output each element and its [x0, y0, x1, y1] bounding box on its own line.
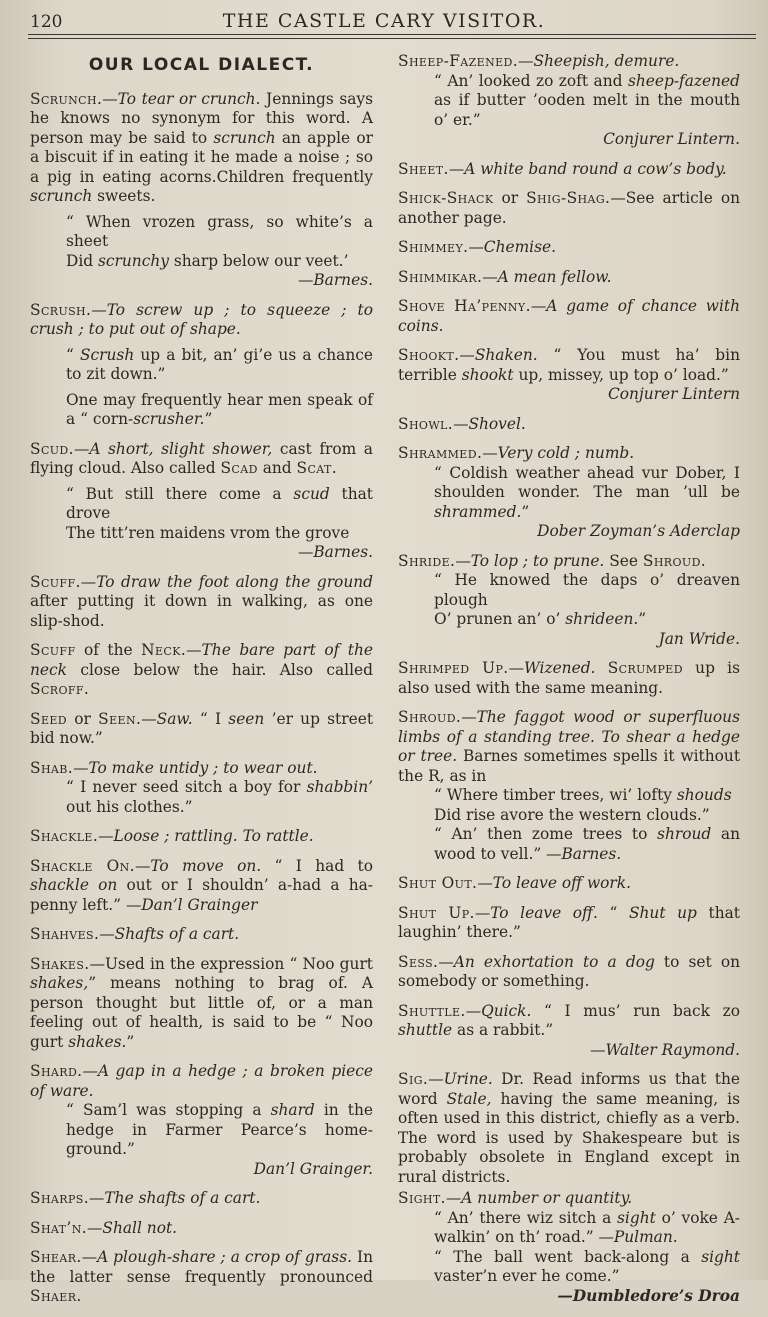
quote-line: “	[66, 345, 80, 364]
definition: —Shafts of a cart.	[99, 925, 240, 943]
entry-text: that laughin’ there.”	[398, 903, 740, 941]
quote-line: o’ voke A-walkin’ on th’ road.”	[434, 1208, 741, 1246]
headword: Shrimped Up.	[398, 659, 509, 677]
quote-line: as if butter ’ooden melt in the mouth o’ er.”	[434, 91, 740, 129]
entry-text: —Used in the expression “ Noo gurt	[89, 954, 373, 973]
quotation: The titt’ren maidens vrom the grove	[66, 523, 350, 542]
headword: Shakes.	[30, 954, 90, 973]
entry-scud	[30, 440, 373, 563]
entry-scuff	[30, 573, 373, 632]
definition: —To tear or crunch.	[102, 89, 261, 108]
headword: Shrammed.	[398, 444, 483, 462]
headword: Shove Ha’penny.	[398, 297, 531, 315]
entry-text: In the latter sense frequently pronounced	[30, 1248, 373, 1286]
headword: Neck.	[141, 641, 187, 659]
entry-text: up is also used with the same meaning.	[398, 659, 740, 697]
italic-word: sight	[701, 1247, 740, 1266]
italic-word: sheep-fazened	[627, 71, 740, 90]
entry-sheep-fazened	[398, 52, 740, 150]
definition: —To move on.	[134, 856, 262, 875]
quotation: “ He knowed the daps o’ dreaven plough	[434, 571, 740, 609]
definition: —Shaken.	[459, 346, 538, 364]
headword: Scrush.	[30, 300, 92, 319]
italic-word: shrideen.	[565, 610, 639, 628]
headword: Shackle.	[30, 827, 99, 845]
italic-word: shackle on	[30, 876, 118, 894]
entry-text: and	[257, 459, 297, 477]
headword: Shimmikar.	[398, 267, 483, 286]
headword: Scuff	[30, 641, 76, 659]
entry-text: out or I shouldn’ a-had a ha-penny left.”	[30, 876, 373, 914]
italic-word: shakes.	[68, 1032, 127, 1051]
entry-text: “ I mus’ run back zo	[531, 1001, 740, 1020]
quote-line: that drove	[66, 484, 373, 522]
definition: —Urine.	[428, 1070, 493, 1088]
italic-word: scrunch	[213, 128, 276, 147]
headword: Scuff.	[30, 572, 81, 591]
definition: —A gap in a hedge ; a broken piece of ware.	[30, 1062, 373, 1100]
entry-text: ’er up street bid now.”	[30, 709, 374, 747]
definition: —To make untidy ; to wear out.	[73, 758, 318, 777]
definition: —To draw the foot along the ground	[80, 572, 373, 591]
entry-showl	[398, 415, 740, 435]
quotation	[398, 786, 740, 806]
attribution: Conjurer Lintern.	[603, 130, 740, 148]
definition: —A short, slight shower,	[73, 439, 273, 458]
quotation: Did rise avore the western clouds.”	[434, 805, 710, 824]
entry-text: —See article on another page.	[398, 189, 740, 227]
headword: Sess.	[398, 952, 439, 971]
entry-sight	[398, 1189, 740, 1306]
entry-text: “ I had to	[261, 856, 373, 875]
entry-shick-shack	[398, 189, 740, 228]
entry-text: or	[67, 709, 99, 728]
attribution: Dober Zoyman’s Aderclap	[537, 522, 740, 540]
headword: Shahves.	[30, 925, 100, 943]
headword: Shaer.	[30, 1287, 82, 1305]
attribution: Dan’l Grainger.	[253, 1159, 373, 1178]
definition: —Loose ; rattling. To rattle.	[98, 827, 314, 845]
entry-text: ”	[126, 1032, 135, 1051]
entry-text: cast from a flying cloud. Also called	[30, 439, 373, 477]
entry-shookt	[398, 346, 740, 405]
attribution: —Barnes.	[297, 543, 373, 561]
italic-word: scrunch	[30, 187, 93, 205]
entry-text: Jennings says he knows no synonym for this word. A person may be said to	[30, 89, 374, 147]
entry-shahves	[30, 925, 373, 945]
entry-text: ”	[204, 410, 213, 428]
entry-text: or	[493, 189, 527, 207]
entry-text: Dr. Read informs us that the word	[398, 1070, 740, 1108]
entry-text: One may frequently hear men speak of a “ corn-	[66, 390, 373, 428]
definition: —The faggot wood or superfluous limbs of a standing tree. To shear a hedge or tree.	[398, 708, 740, 765]
entry-text: ” means nothing to brag of. A person thought but little of, or a man feeling out of health, is said to be “ Noo gurt	[30, 974, 373, 1051]
headword: Shride.	[398, 551, 456, 570]
right-column	[398, 52, 740, 1316]
headword: Sheet.	[398, 159, 449, 178]
left-column	[30, 52, 373, 1317]
entry-text: Barnes sometimes spells it without the R, as in	[398, 747, 741, 785]
entry-sig	[398, 1070, 740, 1187]
headword: Shat’n.	[30, 1218, 88, 1237]
quote-line: “ But still there come a	[66, 484, 294, 503]
quotation	[398, 72, 740, 131]
italic-word: scud	[293, 484, 330, 503]
quote-line: O’ prunen an’ o’	[434, 610, 566, 628]
quote-line: ”	[638, 610, 647, 628]
attribution: —Barnes.	[297, 271, 373, 289]
headword: Sig.	[398, 1070, 429, 1088]
italic-word: shookt	[461, 365, 514, 384]
quote-line: in the hedge in Farmer Pearce’s home-ground.”	[66, 1101, 374, 1158]
entry-text: sweets.	[92, 187, 156, 205]
entry-shear	[30, 1248, 373, 1307]
entry-scrush	[30, 301, 373, 430]
definition: —To lop ; to prune.	[455, 551, 605, 570]
entry-text: See	[604, 551, 643, 570]
entry-text: of the	[75, 641, 142, 659]
headword: Shroud.	[642, 551, 707, 570]
headword: Shimmey.	[398, 238, 469, 256]
definition: —A game of chance with coins.	[398, 297, 740, 335]
italic-word: shuttle	[398, 1021, 453, 1039]
headword: Shut Out.	[398, 874, 478, 892]
quotation	[30, 778, 373, 817]
entry-text: to set on somebody or something.	[398, 952, 740, 990]
headword: Shackle On.	[30, 856, 135, 875]
headword: Shab.	[30, 758, 74, 777]
italic-word: shrammed.	[434, 502, 522, 521]
headword: Scrunch.	[30, 89, 103, 108]
headword: Shut Up.	[398, 903, 475, 922]
entry-shride	[398, 552, 740, 650]
section-heading: OUR LOCAL DIALECT.	[88, 55, 315, 75]
attribution: —Pulman.	[593, 1228, 678, 1246]
paragraph	[30, 391, 373, 430]
entry-shut-out	[398, 874, 740, 894]
entry-text: up, missey, up top o’ load.”	[513, 365, 729, 384]
quote-line: an wood to vell.”	[434, 825, 740, 863]
attribution: Jan Wride.	[658, 629, 740, 648]
headword: Seen.	[98, 709, 142, 728]
entry-shove-hapenny	[398, 297, 740, 336]
quote-line: “ I never seed sitch a boy for	[66, 778, 307, 796]
headword: Shard.	[30, 1062, 83, 1080]
headword: Scat.	[296, 459, 338, 477]
definition: —A mean fellow.	[482, 267, 612, 286]
italic-word: seen	[228, 709, 265, 728]
entry-text: “ You must ha’ bin terrible	[398, 346, 740, 384]
italic-word: Stale,	[446, 1089, 492, 1108]
entry-sharps	[30, 1189, 373, 1209]
quotation	[30, 1101, 373, 1160]
quote-line: “ Coldish weather ahead vur Dober, I shoulden wonder. The man ’ull be	[434, 463, 740, 501]
entry-text: “	[597, 903, 629, 922]
entry-text: as a rabbit.”	[452, 1021, 554, 1039]
definition: —An exhortation to a dog	[438, 952, 655, 971]
quotation	[398, 610, 740, 630]
quotation	[30, 485, 373, 524]
definition: —The bare part of the neck	[30, 641, 373, 679]
quote-line: sharp below our veet.’	[168, 251, 349, 270]
quotation	[30, 346, 373, 385]
attribution: Conjurer Lintern	[608, 385, 740, 403]
quotation	[30, 213, 373, 252]
headword: Sheep-Fazened.	[398, 52, 519, 70]
entry-shrimped-up	[398, 659, 740, 698]
entry-text: “ I	[192, 709, 229, 728]
italic-word: scrunchy	[98, 251, 169, 270]
definition: —To screw up ; to squeeze ; to crush ; to put out of shape.	[30, 300, 373, 338]
entry-shrammed	[398, 444, 740, 542]
definition: —Chemise.	[468, 238, 557, 256]
italic-word: shroud	[657, 825, 712, 843]
quote-line: Did	[66, 251, 99, 270]
quote-line: up a bit, an’ gi’e us a chance to zit down.”	[66, 345, 373, 383]
running-title: THE CASTLE CARY VISITOR.	[222, 10, 546, 32]
entry-sess	[398, 953, 740, 992]
headword: Shig-Shag.	[526, 189, 611, 207]
definition: —A number or quantity.	[445, 1189, 633, 1207]
quotation	[30, 252, 373, 272]
headword: Scroff.	[30, 680, 90, 698]
header-rule-thin	[28, 38, 756, 39]
headword: Shear.	[30, 1248, 82, 1266]
quote-line: “ An’ then zome trees to	[434, 825, 658, 843]
italic-word: shakes,	[30, 974, 89, 992]
italic-word: shouds	[676, 786, 732, 804]
entry-text: an apple or a biscuit if in eating it he made a noise ; so a pig in eating acorns.Children frequently	[30, 128, 373, 186]
entry-scuff-neck	[30, 641, 373, 700]
definition: —Saw.	[141, 709, 193, 728]
quote-line: “ Where timber trees, wi’ lofty	[434, 786, 677, 804]
quotation	[398, 464, 740, 523]
page-header	[0, 6, 768, 32]
entry-shatn	[30, 1219, 373, 1239]
definition: —The shafts of a cart.	[89, 1189, 261, 1207]
italic-word: Scrush	[79, 345, 135, 364]
attribution: —Barnes.	[546, 844, 622, 863]
definition: —A plough-share ; a crop of grass.	[81, 1248, 352, 1266]
headword: Shroud.	[398, 708, 462, 726]
italic-word: scrusher.	[133, 410, 205, 428]
entry-shimmikar	[398, 268, 740, 288]
headword: Scrumped	[607, 659, 683, 677]
page-number: 120	[30, 12, 63, 32]
italic-word: sight	[617, 1208, 656, 1227]
definition: —Shovel.	[453, 414, 526, 433]
headword: Scud.	[30, 439, 74, 458]
entry-text: close below the hair. Also called	[66, 660, 373, 679]
entry-shab	[30, 759, 373, 818]
entry-shuttle	[398, 1002, 740, 1061]
quote-line: “ When vrozen grass, so white’s a sheet	[66, 212, 373, 250]
entry-scrunch	[30, 90, 373, 291]
quote-line: “ An’ there wiz sitch a	[434, 1208, 618, 1227]
headword: Sharps.	[30, 1189, 89, 1207]
headword: Showl.	[398, 414, 454, 433]
quote-line: ”	[521, 502, 530, 521]
headword: Scad	[220, 459, 258, 477]
italic-word: Shut up	[628, 903, 697, 922]
entry-seed	[30, 710, 373, 749]
italic-word: shard	[270, 1101, 315, 1119]
quote-line: “ The ball went back-along a	[434, 1247, 702, 1266]
entry-shroud	[398, 708, 740, 864]
definition: —Sheepish, demure.	[518, 52, 680, 70]
entry-shard	[30, 1062, 373, 1179]
entry-text: having the same meaning, is often used in this district, chiefly as a verb. The word is used by Shakespeare but is probably obsolete in England except in rural districts.	[398, 1089, 740, 1186]
attribution: —Walter Raymond.	[590, 1040, 740, 1059]
quote-line: vaster’n ever he come.”	[434, 1267, 620, 1285]
entry-shakes	[30, 955, 373, 1053]
header-rule	[28, 34, 756, 35]
entry-text	[595, 659, 607, 677]
definition: —A white band round a cow’s body.	[448, 159, 727, 178]
quotation	[398, 1248, 740, 1287]
definition: —To leave off.	[474, 903, 598, 922]
attribution: —Dumbledore’s Droa	[557, 1286, 740, 1305]
definition: —To leave off work.	[477, 874, 631, 892]
quotation	[398, 1209, 740, 1248]
quote-line: “ Sam’l was stopping a	[66, 1101, 271, 1119]
quote-line: out his clothes.”	[66, 797, 193, 816]
headword: Sight.	[398, 1189, 446, 1207]
quotation	[398, 825, 740, 864]
entry-shackle	[30, 827, 373, 847]
headword: Shick-Shack	[398, 189, 494, 207]
definition: —Quick.	[465, 1001, 532, 1020]
definition: —Very cold ; numb.	[482, 444, 635, 462]
headword: Seed	[30, 709, 68, 728]
definition: —Shall not.	[87, 1218, 178, 1237]
entry-text: after putting it down in walking, as one slip-shod.	[30, 592, 373, 630]
entry-sheet	[398, 160, 740, 180]
entry-shut-up	[398, 904, 740, 943]
attribution: —Dan’l Grainger	[125, 895, 258, 914]
headword: Shookt.	[398, 346, 460, 364]
definition: —Wizened.	[508, 659, 596, 677]
entry-shackle-on	[30, 857, 373, 916]
headword: Shuttle.	[398, 1001, 466, 1020]
italic-word: shabbin’	[306, 778, 373, 796]
entry-shimmey	[398, 238, 740, 258]
quote-line: “ An’ looked zo zoft and	[434, 71, 628, 90]
